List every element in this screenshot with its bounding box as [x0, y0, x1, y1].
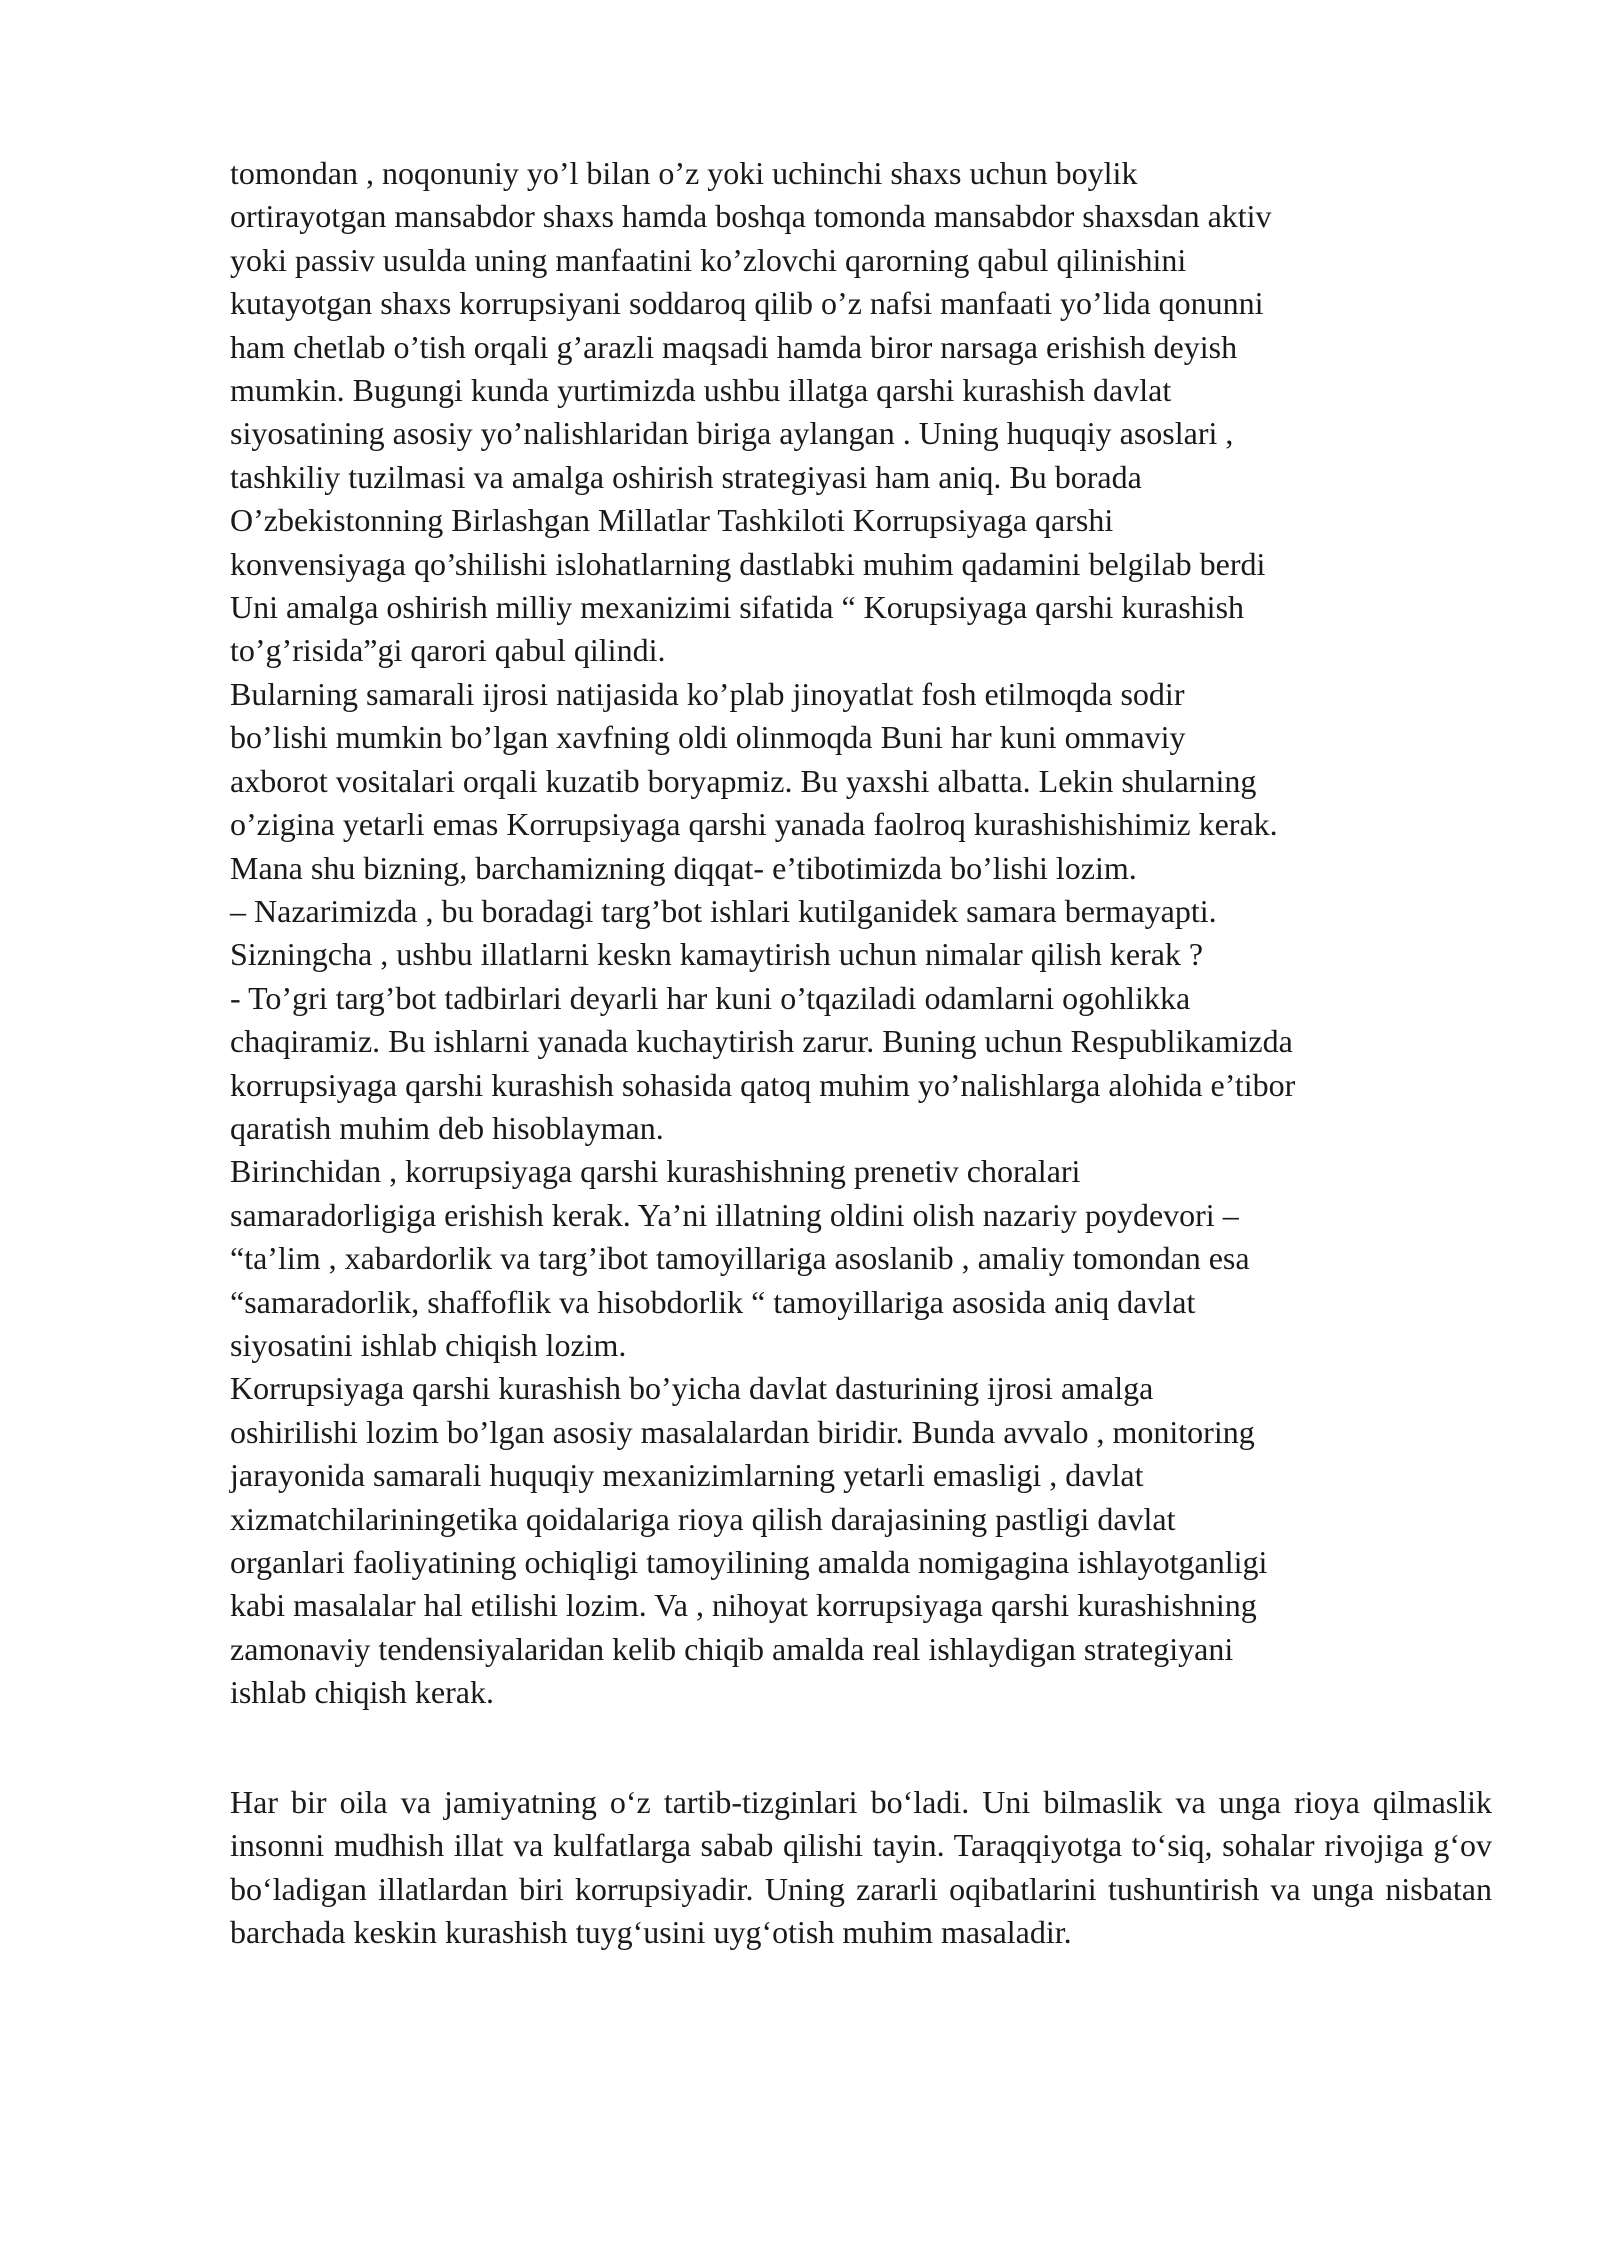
closing-paragraph: Har bir oila va jamiyatning o‘z tartib-tizginlari bo‘ladi. Uni bilmaslik va unga rioya qilmaslik insonni mudhish illat va kulfatlarga sabab qilishi tayin. Taraqqiyotga to‘siq, sohalar rivojiga g‘ov bo‘ladigan illatlardan biri korrupsiyadir. Uning zararli oqibatlarini tushuntirish va unga nisbatan barchada keskin kurashish tuyg‘usini uyg‘otish muhim masaladir. — [230, 1784, 1492, 1951]
text-line: tashkiliy tuzilmasi va amalga oshirish strategiyasi ham aniq. Bu borada — [230, 458, 1142, 495]
text-line: “ta’lim , xabardorlik va targ’ibot tamoyillariga asoslanib , amaliy tomondan esa — [230, 1240, 1250, 1277]
text-line: bo’lishi mumkin bo’lgan xavfning oldi olinmoqda Buni har kuni ommaviy — [230, 719, 1186, 756]
text-line: ham chetlab o’tish orqali g’arazli maqsadi hamda biror narsaga erishish deyish — [230, 328, 1238, 365]
text-line: - To’gri targ’bot tadbirlari deyarli har kuni o’tqaziladi odamlarni ogohlikka — [230, 979, 1191, 1016]
text-line: mumkin. Bugungi kunda yurtimizda ushbu illatga qarshi kurashish davlat — [230, 372, 1172, 409]
text-line: qaratish muhim deb hisoblayman. — [230, 1109, 664, 1146]
text-line: Birinchidan , korrupsiyaga qarshi kurashishning prenetiv choralari — [230, 1153, 1081, 1190]
text-line: jarayonida samarali huquqiy mexanizimlarning yetarli emasligi , davlat — [230, 1457, 1144, 1494]
text-line: to’g’risida”gi qarori qabul qilindi. — [230, 632, 666, 669]
text-line: Mana shu bizning, barchamizning diqqat- e’tibotimizda bo’lishi lozim. — [230, 849, 1137, 886]
text-line: ishlab chiqish kerak. — [230, 1674, 494, 1711]
text-line: zamonaviy tendensiyalaridan kelib chiqib amalda real ishlaydigan strategiyani — [230, 1630, 1234, 1667]
text-line: kabi masalalar hal etilishi lozim. Va , nihoyat korrupsiyaga qarshi kurashishning — [230, 1587, 1257, 1624]
text-line: O’zbekistonning Birlashgan Millatlar Tashkiloti Korrupsiyaga qarshi — [230, 502, 1114, 539]
text-line: Bularning samarali ijrosi natijasida ko’plab jinoyatlat fosh etilmoqda sodir — [230, 675, 1185, 712]
text-line: Korrupsiyaga qarshi kurashish bo’yicha davlat dasturining ijrosi amalga — [230, 1370, 1154, 1407]
text-line: “samaradorlik, shaffoflik va hisobdorlik “ tamoyillariga asosida aniq davlat — [230, 1283, 1196, 1320]
text-line: samaradorligiga erishish kerak. Ya’ni illatning oldini olish nazariy poydevori – — [230, 1196, 1239, 1233]
text-line: kutayotgan shaxs korrupsiyani soddaroq qilib o’z nafsi manfaati yo’lida qonunni — [230, 285, 1264, 322]
text-line: chaqiramiz. Bu ishlarni yanada kuchaytirish zarur. Buning uchun Respublikamizda — [230, 1023, 1293, 1060]
text-line: axborot vositalari orqali kuzatib boryapmiz. Bu yaxshi albatta. Lekin shularning — [230, 762, 1257, 799]
text-line: organlari faoliyatining ochiqligi tamoyilining amalda nomigagina ishlayotganligi — [230, 1544, 1268, 1580]
text-line: Uni amalga oshirish milliy mexanizimi sifatida “ Korupsiyaga qarshi kurashish — [230, 589, 1245, 626]
text-line: oshirilishi lozim bo’lgan asosiy masalalardan biridir. Bunda avvalo , monitoring — [230, 1413, 1255, 1450]
main-text-block — [230, 152, 1570, 1715]
text-line: ortirayotgan mansabdor shaxs hamda boshqa tomonda mansabdor shaxsdan aktiv — [230, 198, 1272, 235]
text-line: xizmatchilariningetika qoidalariga rioya qilish darajasining pastligi davlat — [230, 1500, 1176, 1537]
text-line: konvensiyaga qo’shilishi islohatlarning dastlabki muhim qadamini belgilab berdi — [230, 545, 1266, 582]
text-line: siyosatini ishlab chiqish lozim. — [230, 1326, 627, 1363]
text-line: yoki passiv usulda uning manfaatini ko’zlovchi qarorning qabul qilinishini — [230, 241, 1187, 278]
text-line: – Nazarimizda , bu boradagi targ’bot ishlari kutilganidek samara bermayapti. — [230, 892, 1217, 929]
text-line: korrupsiyaga qarshi kurashish sohasida qatoq muhim yo’nalishlarga alohida e’tibor — [230, 1066, 1296, 1103]
text-line: Sizningcha , ushbu illatlarni keskn kamaytirish uchun nimalar qilish kerak ? — [230, 936, 1204, 973]
text-line: tomondan , noqonuniy yo’l bilan o’z yoki uchinchi shaxs uchun boylik — [230, 155, 1138, 191]
text-line: o’zigina yetarli emas Korrupsiyaga qarshi yanada faolroq kurashishishimiz kerak. — [230, 806, 1278, 843]
text-line: siyosatining asosiy yo’nalishlaridan biriga aylangan . Uning huquqiy asoslari , — [230, 415, 1234, 452]
